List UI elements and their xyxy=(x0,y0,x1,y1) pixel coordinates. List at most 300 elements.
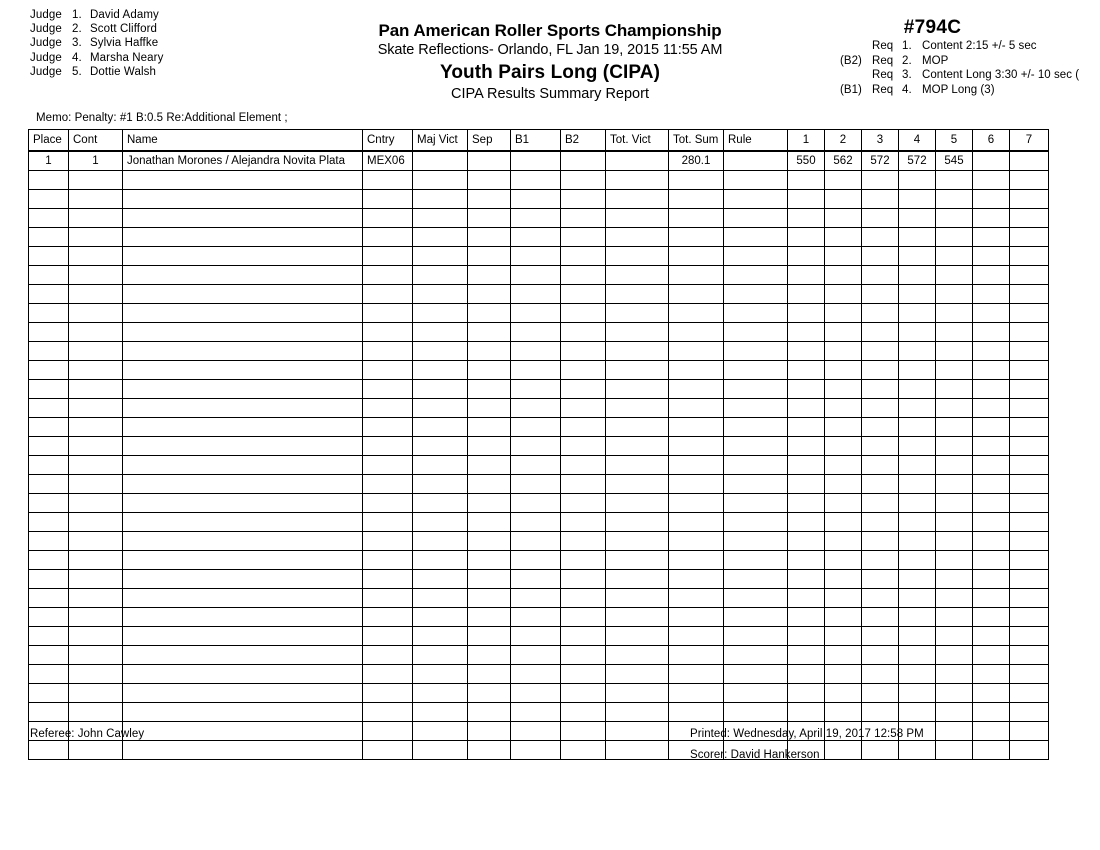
cell-empty xyxy=(123,323,363,342)
cell-empty xyxy=(973,684,1010,703)
cell-empty xyxy=(936,665,973,684)
cell-empty xyxy=(788,646,825,665)
cell-empty xyxy=(561,266,606,285)
table-row-empty[interactable] xyxy=(29,570,1049,589)
cell-empty xyxy=(363,418,413,437)
cell-empty xyxy=(899,437,936,456)
cell-empty xyxy=(669,589,724,608)
cell-empty xyxy=(788,228,825,247)
cell-empty xyxy=(363,323,413,342)
cell-empty xyxy=(862,342,899,361)
cell-empty xyxy=(123,494,363,513)
cell-empty xyxy=(468,551,511,570)
cell-empty xyxy=(973,722,1010,741)
table-row-empty[interactable] xyxy=(29,171,1049,190)
cell-empty xyxy=(973,285,1010,304)
requirement-row xyxy=(840,83,1100,98)
cell-empty xyxy=(468,608,511,627)
cell-empty xyxy=(1010,399,1049,418)
column-header-judge-2: 2 xyxy=(825,130,862,152)
cell-empty xyxy=(899,418,936,437)
cell-empty xyxy=(669,532,724,551)
cell-empty xyxy=(363,304,413,323)
cell-empty xyxy=(606,361,669,380)
table-row-empty[interactable] xyxy=(29,513,1049,532)
cell-empty xyxy=(511,589,561,608)
cell-empty xyxy=(363,646,413,665)
cell-empty xyxy=(468,494,511,513)
table-row-empty[interactable] xyxy=(29,342,1049,361)
cell-empty xyxy=(724,494,788,513)
cell-empty xyxy=(123,684,363,703)
cell-empty xyxy=(862,437,899,456)
cell-empty xyxy=(825,665,862,684)
cell-empty xyxy=(973,646,1010,665)
cell-empty xyxy=(123,665,363,684)
cell-empty xyxy=(511,494,561,513)
cell-empty xyxy=(29,285,69,304)
cell-empty xyxy=(511,228,561,247)
cell-empty xyxy=(1010,437,1049,456)
cell-empty xyxy=(1010,475,1049,494)
cell-empty xyxy=(561,285,606,304)
cell-empty xyxy=(69,380,123,399)
cell-empty xyxy=(825,494,862,513)
cell-empty xyxy=(669,513,724,532)
cell-empty xyxy=(862,741,899,760)
cell-empty xyxy=(123,703,363,722)
requirement-label: Req xyxy=(872,69,894,81)
cell-tot-vict xyxy=(606,151,669,171)
cell-empty xyxy=(825,437,862,456)
cell-empty xyxy=(669,627,724,646)
cell-empty xyxy=(511,399,561,418)
cell-empty xyxy=(123,475,363,494)
cell-empty xyxy=(788,171,825,190)
cell-empty xyxy=(724,418,788,437)
table-row[interactable] xyxy=(29,151,1049,171)
cell-empty xyxy=(1010,228,1049,247)
judge-label: Judge xyxy=(30,9,62,21)
cell-empty xyxy=(123,627,363,646)
cell-empty xyxy=(1010,342,1049,361)
cell-empty xyxy=(724,513,788,532)
cell-empty xyxy=(468,190,511,209)
cell-empty xyxy=(936,722,973,741)
cell-empty xyxy=(511,171,561,190)
cell-empty xyxy=(511,570,561,589)
cell-maj-vict xyxy=(413,151,468,171)
table-row-empty[interactable] xyxy=(29,456,1049,475)
column-header-b1: B1 xyxy=(511,130,561,152)
cell-empty xyxy=(1010,703,1049,722)
cell-empty xyxy=(511,551,561,570)
requirement-row xyxy=(840,68,1100,83)
table-row-empty[interactable] xyxy=(29,418,1049,437)
cell-empty xyxy=(936,361,973,380)
cell-empty xyxy=(899,209,936,228)
cell-empty xyxy=(973,361,1010,380)
cell-empty xyxy=(825,418,862,437)
cell-empty xyxy=(511,380,561,399)
cell-empty xyxy=(973,513,1010,532)
cell-empty xyxy=(936,646,973,665)
cell-empty xyxy=(413,323,468,342)
cell-empty xyxy=(468,342,511,361)
scorer-line: Scorer: David Hankerson xyxy=(690,749,820,761)
cell-empty xyxy=(724,304,788,323)
cell-empty xyxy=(862,570,899,589)
cell-empty xyxy=(862,589,899,608)
cell-empty xyxy=(468,228,511,247)
cell-empty xyxy=(29,209,69,228)
table-row-empty[interactable] xyxy=(29,323,1049,342)
cell-empty xyxy=(936,342,973,361)
cell-empty xyxy=(669,608,724,627)
cell-empty xyxy=(606,266,669,285)
cell-empty xyxy=(973,627,1010,646)
cell-empty xyxy=(788,475,825,494)
cell-empty xyxy=(468,247,511,266)
cell-empty xyxy=(669,285,724,304)
cell-empty xyxy=(899,646,936,665)
cell-tot-sum: 280.1 xyxy=(669,151,724,171)
cell-empty xyxy=(788,589,825,608)
cell-empty xyxy=(468,437,511,456)
cell-empty xyxy=(468,456,511,475)
cell-empty xyxy=(899,266,936,285)
cell-empty xyxy=(936,323,973,342)
cell-empty xyxy=(363,456,413,475)
cell-empty xyxy=(468,418,511,437)
cell-empty xyxy=(936,570,973,589)
cell-empty xyxy=(413,475,468,494)
cell-empty xyxy=(862,285,899,304)
cell-empty xyxy=(413,418,468,437)
report-header xyxy=(250,20,850,104)
cell-empty xyxy=(862,684,899,703)
cell-empty xyxy=(123,646,363,665)
cell-empty xyxy=(468,323,511,342)
cell-empty xyxy=(69,475,123,494)
cell-empty xyxy=(69,608,123,627)
table-row-empty[interactable] xyxy=(29,437,1049,456)
cell-empty xyxy=(511,646,561,665)
column-header-place: Place xyxy=(29,130,69,152)
table-row-empty[interactable] xyxy=(29,399,1049,418)
cell-empty xyxy=(468,722,511,741)
cell-empty xyxy=(899,190,936,209)
cell-empty xyxy=(936,437,973,456)
cell-empty xyxy=(724,171,788,190)
cell-empty xyxy=(511,247,561,266)
cell-empty xyxy=(936,741,973,760)
cell-empty xyxy=(511,665,561,684)
cell-empty xyxy=(413,665,468,684)
cell-empty xyxy=(123,190,363,209)
cell-empty xyxy=(29,380,69,399)
requirement-text: MOP Long (3) xyxy=(922,83,995,96)
cell-empty xyxy=(1010,570,1049,589)
cell-empty xyxy=(123,342,363,361)
cell-empty xyxy=(862,494,899,513)
cell-empty xyxy=(825,285,862,304)
cell-empty xyxy=(123,171,363,190)
cell-empty xyxy=(788,703,825,722)
cell-empty xyxy=(29,684,69,703)
cell-empty xyxy=(561,513,606,532)
column-header-judge-7: 7 xyxy=(1010,130,1049,152)
cell-empty xyxy=(69,437,123,456)
cell-empty xyxy=(123,266,363,285)
cell-b2 xyxy=(561,151,606,171)
cell-empty xyxy=(788,342,825,361)
cell-empty xyxy=(123,532,363,551)
cell-empty xyxy=(363,437,413,456)
cell-empty xyxy=(1010,589,1049,608)
cell-empty xyxy=(862,266,899,285)
cell-empty xyxy=(825,570,862,589)
cell-empty xyxy=(973,703,1010,722)
requirement-text: MOP xyxy=(922,54,949,67)
cell-empty xyxy=(724,589,788,608)
cell-empty xyxy=(936,418,973,437)
cell-empty xyxy=(825,646,862,665)
cell-empty xyxy=(862,665,899,684)
table-row-empty[interactable] xyxy=(29,608,1049,627)
cell-empty xyxy=(606,741,669,760)
cell-empty xyxy=(561,551,606,570)
cell-empty xyxy=(1010,323,1049,342)
cell-empty xyxy=(29,342,69,361)
cell-empty xyxy=(669,247,724,266)
cell-empty xyxy=(936,380,973,399)
cell-empty xyxy=(825,456,862,475)
cell-empty xyxy=(363,475,413,494)
cell-empty xyxy=(413,266,468,285)
cell-empty xyxy=(973,551,1010,570)
cell-empty xyxy=(724,247,788,266)
cell-empty xyxy=(69,266,123,285)
cell-empty xyxy=(69,247,123,266)
cell-empty xyxy=(413,608,468,627)
cell-empty xyxy=(669,494,724,513)
table-row-empty[interactable] xyxy=(29,209,1049,228)
cell-empty xyxy=(561,703,606,722)
cell-empty xyxy=(788,684,825,703)
cell-empty xyxy=(29,418,69,437)
cell-empty xyxy=(936,285,973,304)
cell-empty xyxy=(69,684,123,703)
cell-empty xyxy=(899,665,936,684)
column-header-rule: Rule xyxy=(724,130,788,152)
table-row-empty[interactable] xyxy=(29,228,1049,247)
cell-empty xyxy=(899,608,936,627)
cell-empty xyxy=(561,209,606,228)
cell-empty xyxy=(825,228,862,247)
cell-empty xyxy=(561,399,606,418)
cell-empty xyxy=(468,684,511,703)
cell-empty xyxy=(899,570,936,589)
cell-empty xyxy=(413,399,468,418)
cell-empty xyxy=(69,190,123,209)
cell-empty xyxy=(862,646,899,665)
column-header-judge-4: 4 xyxy=(899,130,936,152)
table-row-empty[interactable] xyxy=(29,380,1049,399)
table-header-row xyxy=(29,130,1049,152)
column-header-cont: Cont xyxy=(69,130,123,152)
cell-empty xyxy=(606,247,669,266)
cell-empty xyxy=(669,551,724,570)
cell-empty xyxy=(669,399,724,418)
cell-empty xyxy=(1010,380,1049,399)
cell-empty xyxy=(825,703,862,722)
cell-empty xyxy=(788,285,825,304)
cell-empty xyxy=(669,456,724,475)
cell-empty xyxy=(123,608,363,627)
table-row-empty[interactable] xyxy=(29,475,1049,494)
table-row-empty[interactable] xyxy=(29,494,1049,513)
cell-empty xyxy=(29,247,69,266)
cell-empty xyxy=(973,304,1010,323)
cell-empty xyxy=(29,228,69,247)
cell-empty xyxy=(29,665,69,684)
cell-empty xyxy=(29,608,69,627)
cell-empty xyxy=(123,361,363,380)
table-row-empty[interactable] xyxy=(29,361,1049,380)
table-row-empty[interactable] xyxy=(29,665,1049,684)
table-row-empty[interactable] xyxy=(29,532,1049,551)
cell-empty xyxy=(561,532,606,551)
cell-empty xyxy=(669,361,724,380)
column-header-sep: Sep xyxy=(468,130,511,152)
column-header-maj-vict: Maj Vict xyxy=(413,130,468,152)
cell-judge-2-score: 562 xyxy=(825,151,862,171)
table-row-empty[interactable] xyxy=(29,646,1049,665)
cell-empty xyxy=(29,190,69,209)
cell-empty xyxy=(413,513,468,532)
cell-empty xyxy=(1010,171,1049,190)
column-header-b2: B2 xyxy=(561,130,606,152)
table-row-empty[interactable] xyxy=(29,741,1049,760)
column-header-tot-vict: Tot. Vict xyxy=(606,130,669,152)
table-row-empty[interactable] xyxy=(29,190,1049,209)
requirement-number: 3. xyxy=(902,69,912,81)
cell-empty xyxy=(29,513,69,532)
cell-empty xyxy=(724,684,788,703)
cell-cntry: MEX06 xyxy=(363,151,413,171)
table-row-empty[interactable] xyxy=(29,703,1049,722)
cell-empty xyxy=(413,228,468,247)
cell-empty xyxy=(29,304,69,323)
cell-empty xyxy=(363,703,413,722)
table-row-empty[interactable] xyxy=(29,684,1049,703)
cell-empty xyxy=(862,703,899,722)
cell-empty xyxy=(825,513,862,532)
table-row-empty[interactable] xyxy=(29,247,1049,266)
cell-empty xyxy=(468,285,511,304)
cell-empty xyxy=(825,304,862,323)
cell-empty xyxy=(973,608,1010,627)
table-row-empty[interactable] xyxy=(29,627,1049,646)
cell-empty xyxy=(1010,494,1049,513)
cell-empty xyxy=(936,589,973,608)
cell-empty xyxy=(825,589,862,608)
table-row-empty[interactable] xyxy=(29,266,1049,285)
cell-empty xyxy=(606,209,669,228)
cell-empty xyxy=(511,209,561,228)
judge-number: 2. xyxy=(72,23,82,36)
table-row-empty[interactable] xyxy=(29,304,1049,323)
printed-timestamp: Printed: Wednesday, April 19, 2017 12:58 PM xyxy=(690,728,924,740)
column-header-judge-1: 1 xyxy=(788,130,825,152)
column-header-tot-sum: Tot. Sum xyxy=(669,130,724,152)
cell-empty xyxy=(123,247,363,266)
cell-empty xyxy=(29,323,69,342)
cell-empty xyxy=(936,209,973,228)
cell-empty xyxy=(69,627,123,646)
cell-empty xyxy=(862,551,899,570)
cell-empty xyxy=(123,399,363,418)
event-number: #794C xyxy=(903,17,962,38)
cell-empty xyxy=(511,456,561,475)
cell-empty xyxy=(363,190,413,209)
cell-empty xyxy=(862,171,899,190)
cell-judge-6-score xyxy=(973,151,1010,171)
cell-empty xyxy=(899,513,936,532)
cell-empty xyxy=(606,703,669,722)
cell-empty xyxy=(724,266,788,285)
judge-number: 5. xyxy=(72,65,82,78)
judge-name: Sylvia Haffke xyxy=(90,37,159,50)
cell-empty xyxy=(606,418,669,437)
judge-label: Judge xyxy=(30,65,62,78)
cell-empty xyxy=(29,570,69,589)
cell-empty xyxy=(468,513,511,532)
judge-name: Dottie Walsh xyxy=(90,65,156,78)
cell-empty xyxy=(413,304,468,323)
cell-empty xyxy=(561,247,606,266)
cell-empty xyxy=(468,475,511,494)
requirement-row xyxy=(840,54,1100,69)
table-row-empty[interactable] xyxy=(29,285,1049,304)
cell-empty xyxy=(788,570,825,589)
cell-empty xyxy=(511,323,561,342)
cell-empty xyxy=(1010,247,1049,266)
cell-empty xyxy=(511,361,561,380)
cell-empty xyxy=(468,627,511,646)
judge-label: Judge xyxy=(30,51,62,64)
cell-empty xyxy=(69,589,123,608)
cell-empty xyxy=(973,456,1010,475)
cell-empty xyxy=(606,437,669,456)
cell-empty xyxy=(123,722,363,741)
cell-empty xyxy=(511,513,561,532)
memo-line: Memo: Penalty: #1 B:0.5 Re:Additional Element ; xyxy=(36,112,288,124)
cell-empty xyxy=(606,190,669,209)
cell-empty xyxy=(123,589,363,608)
cell-empty xyxy=(788,456,825,475)
cell-empty xyxy=(511,608,561,627)
cell-empty xyxy=(363,608,413,627)
cell-empty xyxy=(363,665,413,684)
table-row-empty[interactable] xyxy=(29,589,1049,608)
cell-empty xyxy=(123,741,363,760)
cell-empty xyxy=(669,475,724,494)
cell-empty xyxy=(788,437,825,456)
cell-empty xyxy=(973,418,1010,437)
table-row-empty[interactable] xyxy=(29,551,1049,570)
